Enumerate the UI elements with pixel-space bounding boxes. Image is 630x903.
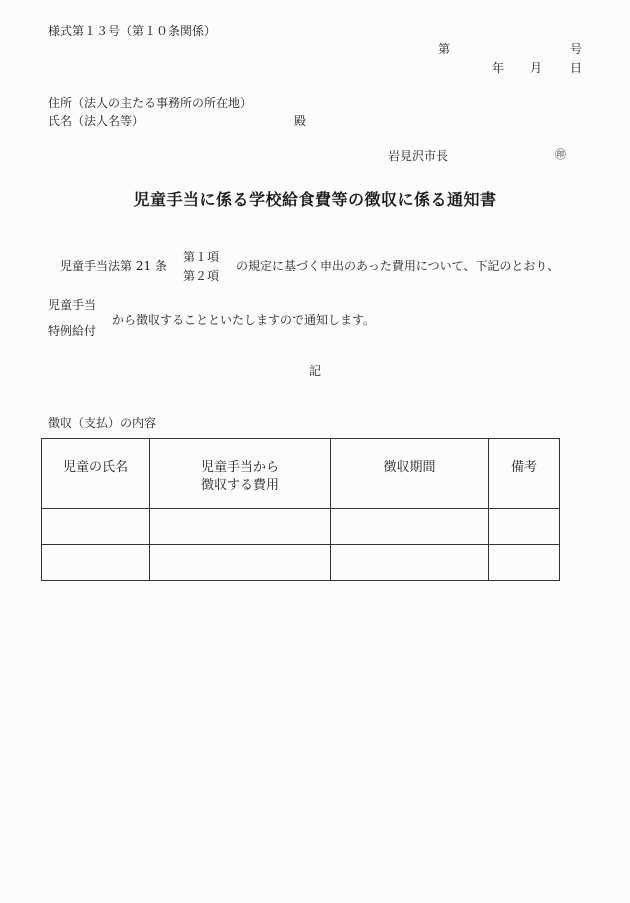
- cell-period: [331, 509, 489, 545]
- document-number-prefix: 第: [438, 42, 451, 56]
- header-cost-line1: 児童手当から: [200, 460, 279, 475]
- recipient-name-label: 氏名（法人名等）: [48, 114, 145, 128]
- header-period: 徴収期間: [331, 439, 489, 509]
- cell-remarks: [489, 509, 560, 545]
- cell-remarks: [489, 545, 560, 581]
- cell-period: [331, 545, 489, 581]
- allowance-option-2: 特例給付: [48, 324, 97, 338]
- table-header-row: [42, 439, 560, 509]
- seal-mark: ㊞: [555, 148, 566, 161]
- clause-option-1: 第１項: [183, 250, 220, 264]
- header-cost-line2: 徴収する費用: [200, 477, 279, 493]
- collect-text: から徴収することといたしますので通知します。: [112, 313, 376, 327]
- cell-cost: [150, 509, 331, 545]
- document-number-suffix: 号: [570, 42, 583, 56]
- document-title: 児童手当に係る学校給食費等の徴収に係る通知書: [133, 190, 497, 209]
- cell-cost: [150, 545, 331, 581]
- recipient-address-label: 住所（法人の主たる事務所の所在地）: [48, 96, 253, 110]
- rule-text: の規定に基づく申出のあった費用について、下記のとおり、: [236, 259, 560, 273]
- table-row: [42, 509, 560, 545]
- section-label: 徴収（支払）の内容: [48, 416, 157, 430]
- ki-heading: 記: [308, 364, 321, 378]
- collection-table: [41, 438, 560, 581]
- clause-option-2: 第２項: [183, 269, 220, 283]
- header-child-name: 児童の氏名: [42, 439, 150, 509]
- issuer-title: 岩見沢市長: [388, 149, 449, 163]
- law-reference: 児童手当法第 21 条: [60, 259, 167, 273]
- cell-child-name: [42, 509, 150, 545]
- cell-child-name: [42, 545, 150, 581]
- recipient-honorific: 殿: [294, 114, 307, 128]
- date-day-label: 日: [570, 61, 583, 75]
- header-remarks: 備考: [489, 439, 560, 509]
- header-cost: [150, 439, 331, 509]
- table-row: [42, 545, 560, 581]
- date-month-label: 月: [530, 61, 543, 75]
- date-year-label: 年: [492, 61, 505, 75]
- form-number: 様式第１３号（第１０条関係）: [48, 24, 217, 38]
- allowance-option-1: 児童手当: [48, 298, 97, 312]
